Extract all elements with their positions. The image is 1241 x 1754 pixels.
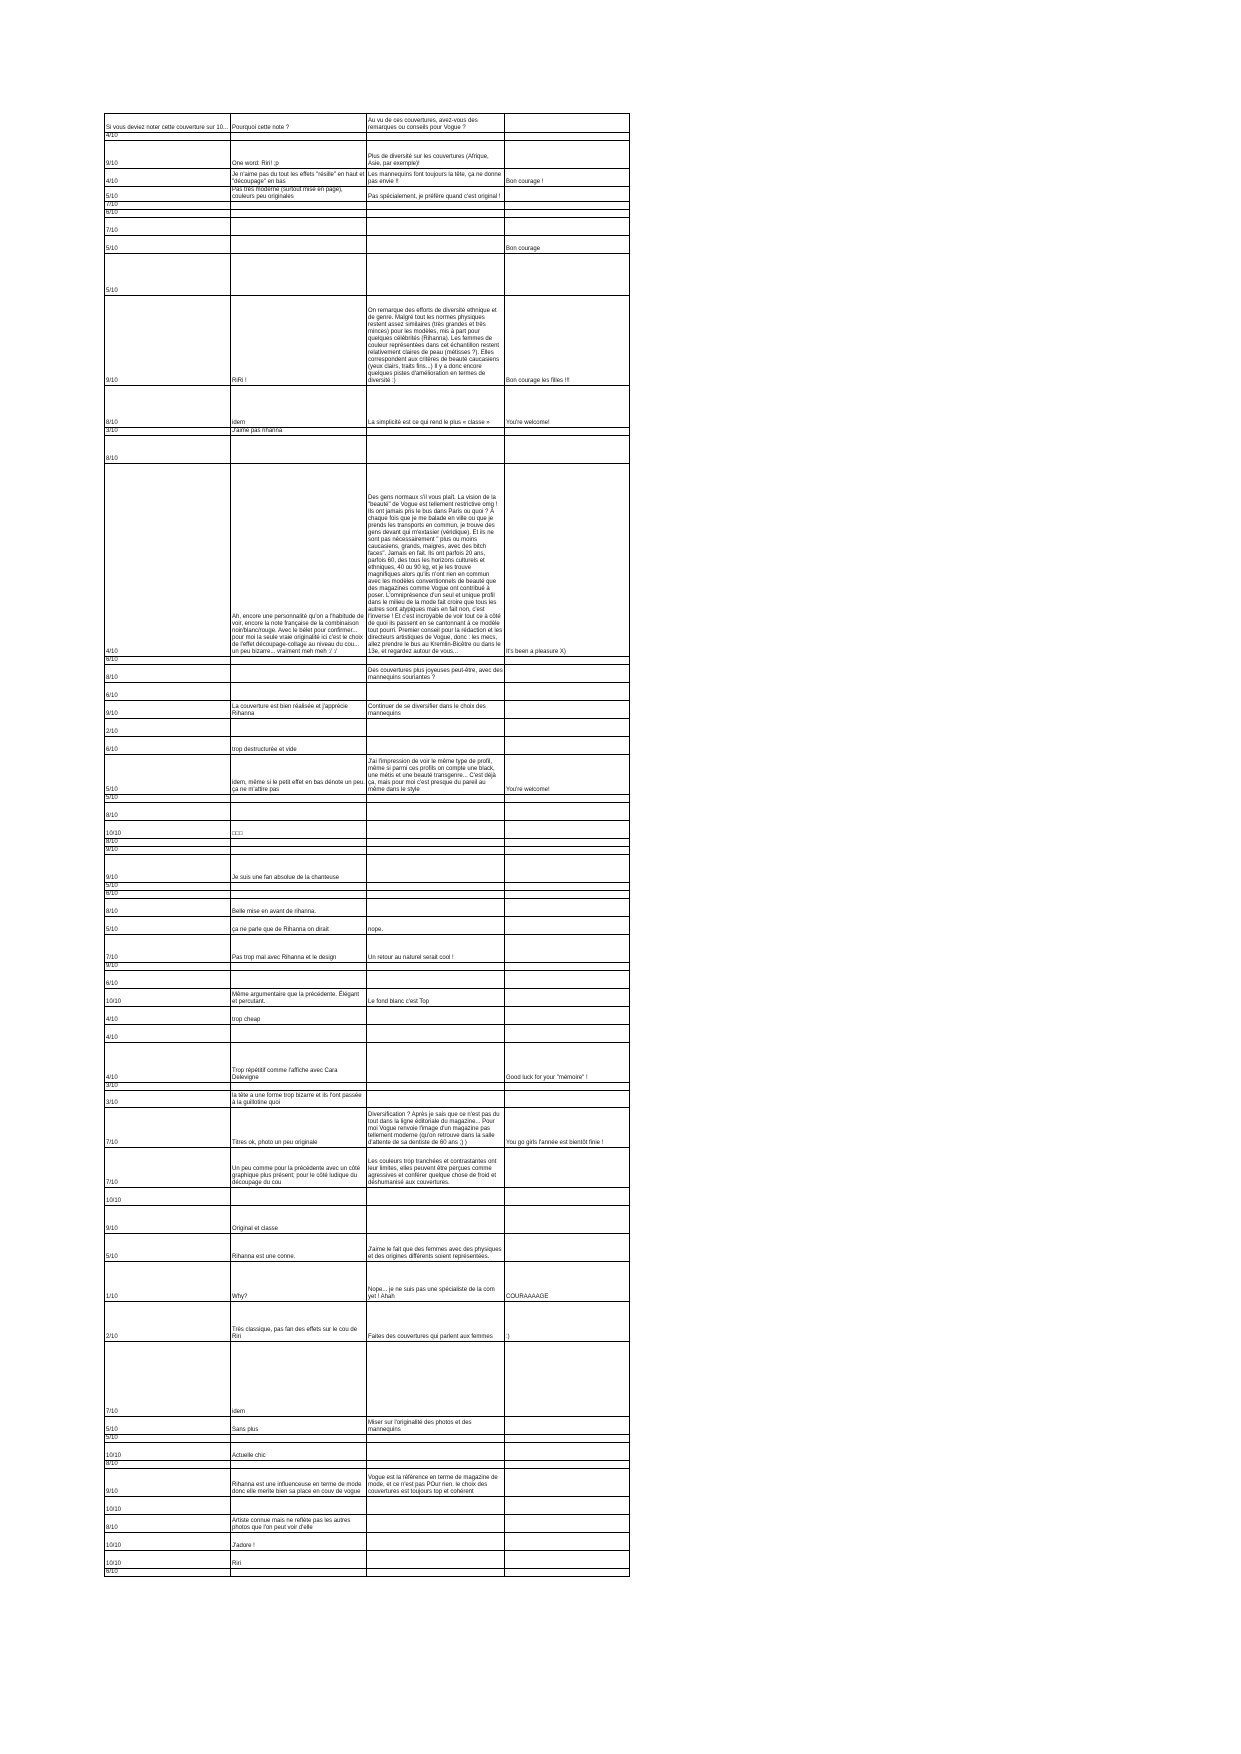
reason-cell[interactable]: idem xyxy=(231,386,367,428)
table-row xyxy=(105,1206,630,1234)
rating-cell[interactable]: 10/10 xyxy=(105,1443,231,1461)
reason-cell[interactable]: Même argumentaire que la précédente. Élégant et percutant. xyxy=(231,989,367,1007)
advice-cell[interactable] xyxy=(367,1551,505,1569)
table-row xyxy=(105,839,630,847)
extra-cell[interactable] xyxy=(505,1443,630,1461)
table-row xyxy=(105,386,630,428)
extra-cell[interactable] xyxy=(505,795,630,803)
advice-cell[interactable]: Le fond blanc c'est Top xyxy=(367,989,505,1007)
reason-cell[interactable]: idem xyxy=(231,1342,367,1417)
reason-cell[interactable]: Artiste connue mais ne reflète pas les autres photos que l'on peut voir d'elle xyxy=(231,1515,367,1533)
table-row xyxy=(105,464,630,657)
reason-cell[interactable]: Très classique, pas fan des effets sur le cou de Riri xyxy=(231,1302,367,1342)
rating-cell[interactable]: 7/10 xyxy=(105,202,231,210)
table-row xyxy=(105,1569,630,1577)
extra-cell[interactable] xyxy=(505,1206,630,1234)
rating-cell[interactable]: 5/10 xyxy=(105,254,231,296)
advice-cell[interactable] xyxy=(367,210,505,218)
advice-cell[interactable] xyxy=(367,891,505,899)
advice-cell[interactable] xyxy=(367,1461,505,1469)
advice-cell[interactable] xyxy=(367,795,505,803)
advice-cell[interactable] xyxy=(367,218,505,236)
reason-cell[interactable] xyxy=(231,803,367,821)
table-row xyxy=(105,1091,630,1108)
table-row xyxy=(105,1417,630,1435)
advice-cell[interactable]: Pas spécialement, je préfère quand c'est original ! xyxy=(367,187,505,202)
advice-cell[interactable]: Des gens normaux s'il vous plaît. La vision de la "beauté" de Vogue est tellement restrictive omg ! Ils ont jamais pris le bus dans Paris ou quoi ? À chaque fois que je me balade en ville ou que je prends les transports en commun, je trouve des gens devant qui m'extasier (véridique). Et ils ne sont pas nécessairement " plus ou moins caucasiens, grands, maigres, avec des bitch faces". Jamais en fait. Ils ont parfois 20 ans, parfois 60, des tous les horizons culturels et ethniques, 40 ou 90 kg, et je les trouve magnifiques alors qu'ils n'ont rien en commun avec les modèles conventionnels de beauté que des magazines comme Vogue ont contribué à poser. L'omniprésence d'un seul et unique profil dans le milieu de la mode fait croire que tous les autres sont atypiques mais en fait non, c'est l'inverse ! Et c'est incroyable de voir tout ce à côté de quoi ils passent en se cantonnant à ce modèle tout pourri. Premier conseil pour la rédaction et les directeurs artistiques de Vogue, donc : les mecs, allez prendre le bus au Kremlin-Bicêtre ou dans le 13e, et regardez autour de vous... xyxy=(367,464,505,657)
extra-cell[interactable] xyxy=(505,683,630,701)
advice-cell[interactable] xyxy=(367,963,505,971)
extra-cell[interactable] xyxy=(505,963,630,971)
extra-cell[interactable] xyxy=(505,202,630,210)
rating-cell[interactable]: 4/10 xyxy=(105,169,231,187)
extra-cell[interactable] xyxy=(505,1007,630,1025)
header-cell-rating[interactable]: Si vous deviez noter cette couverture sur 10... xyxy=(105,114,231,133)
reason-cell[interactable] xyxy=(231,847,367,855)
rating-cell[interactable]: 10/10 xyxy=(105,1551,231,1569)
extra-cell[interactable] xyxy=(505,1083,630,1091)
advice-cell[interactable] xyxy=(367,1025,505,1043)
table-row xyxy=(105,1148,630,1188)
rating-cell[interactable]: 5/10 xyxy=(105,236,231,254)
table-row xyxy=(105,296,630,386)
extra-cell[interactable] xyxy=(505,1469,630,1497)
reason-cell[interactable]: idem, même si le petit effet en bas dénote un peu. ça ne m'attire pas xyxy=(231,755,367,795)
advice-cell[interactable] xyxy=(367,436,505,464)
table-row xyxy=(105,883,630,891)
extra-cell[interactable] xyxy=(505,821,630,839)
extra-cell[interactable] xyxy=(505,935,630,963)
advice-cell[interactable]: La simplicité est ce qui rend le plus « classe » xyxy=(367,386,505,428)
rating-cell[interactable]: 9/10 xyxy=(105,701,231,719)
table-row xyxy=(105,1108,630,1148)
reason-cell[interactable]: Titres ok, photo un peu originale xyxy=(231,1108,367,1148)
rating-cell[interactable]: 2/10 xyxy=(105,1302,231,1342)
advice-cell[interactable] xyxy=(367,1569,505,1577)
table-row xyxy=(105,169,630,187)
rating-cell[interactable]: 8/10 xyxy=(105,386,231,428)
rating-cell[interactable]: 5/10 xyxy=(105,917,231,935)
advice-cell[interactable]: nope. xyxy=(367,917,505,935)
rating-cell[interactable]: 1/10 xyxy=(105,1262,231,1302)
table-row xyxy=(105,1302,630,1342)
reason-cell[interactable] xyxy=(231,665,367,683)
advice-cell[interactable]: Nope... je ne suis pas une spécialiste de la com yet ! Ahah xyxy=(367,1262,505,1302)
rating-cell[interactable]: 10/10 xyxy=(105,989,231,1007)
rating-cell[interactable]: 6/10 xyxy=(105,1569,231,1577)
rating-cell[interactable]: 3/10 xyxy=(105,1091,231,1108)
advice-cell[interactable] xyxy=(367,428,505,436)
advice-cell[interactable]: Plus de diversité sur les couvertures (Afrique, Asie, par exemple)! xyxy=(367,141,505,169)
extra-cell[interactable]: :) xyxy=(505,1302,630,1342)
rating-cell[interactable]: 5/10 xyxy=(105,1234,231,1262)
table-row xyxy=(105,1497,630,1515)
extra-cell[interactable] xyxy=(505,1025,630,1043)
table-row xyxy=(105,755,630,795)
table-row xyxy=(105,963,630,971)
extra-cell[interactable] xyxy=(505,891,630,899)
advice-cell[interactable] xyxy=(367,1443,505,1461)
rating-cell[interactable]: 8/10 xyxy=(105,899,231,917)
extra-cell[interactable] xyxy=(505,1188,630,1206)
extra-cell[interactable] xyxy=(505,1569,630,1577)
advice-cell[interactable] xyxy=(367,1043,505,1083)
rating-cell[interactable]: 7/10 xyxy=(105,1108,231,1148)
reason-cell[interactable]: One word: Riri! ;p xyxy=(231,141,367,169)
advice-cell[interactable] xyxy=(367,1435,505,1443)
extra-cell[interactable] xyxy=(505,855,630,883)
extra-cell[interactable] xyxy=(505,899,630,917)
reason-cell[interactable]: La couverture est bien réalisée et j'apprécie Rihanna xyxy=(231,701,367,719)
extra-cell[interactable] xyxy=(505,1234,630,1262)
reason-cell[interactable]: Un peu comme pour la précédente avec un côté graphique plus présent; pour le côté ludique du découpage du cou xyxy=(231,1148,367,1188)
rating-cell[interactable]: 5/10 xyxy=(105,1417,231,1435)
extra-cell[interactable] xyxy=(505,187,630,202)
reason-cell[interactable] xyxy=(231,963,367,971)
rating-cell[interactable]: 5/10 xyxy=(105,755,231,795)
advice-cell[interactable]: J'ai l'impression de voir le même type de profil, même si parmi ces profils on compte une black, une métis et une beauté transgenre... C'est déjà ça, mais pour moi c'est presque du pareil au même dans le style xyxy=(367,755,505,795)
table-row xyxy=(105,1262,630,1302)
advice-cell[interactable]: Miser sur l'originalité des photos et des mannequins xyxy=(367,1417,505,1435)
header-cell-extra[interactable] xyxy=(505,114,630,133)
reason-cell[interactable] xyxy=(231,1188,367,1206)
extra-cell[interactable] xyxy=(505,141,630,169)
extra-cell[interactable]: You're welcome! xyxy=(505,386,630,428)
rating-cell[interactable]: 9/10 xyxy=(105,1206,231,1234)
extra-cell[interactable] xyxy=(505,1533,630,1551)
rating-cell[interactable]: 5/10 xyxy=(105,1435,231,1443)
extra-cell[interactable] xyxy=(505,989,630,1007)
reason-cell[interactable] xyxy=(231,210,367,218)
table-row xyxy=(105,737,630,755)
table-row xyxy=(105,141,630,169)
advice-cell[interactable] xyxy=(367,1497,505,1515)
extra-cell[interactable]: COURAAAAGE xyxy=(505,1262,630,1302)
table-row xyxy=(105,236,630,254)
table-row xyxy=(105,218,630,236)
advice-cell[interactable] xyxy=(367,1007,505,1025)
header-row xyxy=(105,114,630,133)
reason-cell[interactable] xyxy=(231,971,367,989)
rating-cell[interactable]: 9/10 xyxy=(105,1469,231,1497)
table-row xyxy=(105,436,630,464)
reason-cell[interactable]: RiRi ! xyxy=(231,296,367,386)
rating-cell[interactable]: 6/10 xyxy=(105,971,231,989)
extra-cell[interactable] xyxy=(505,428,630,436)
advice-cell[interactable] xyxy=(367,839,505,847)
rating-cell[interactable]: 4/10 xyxy=(105,1007,231,1025)
rating-cell[interactable]: 6/10 xyxy=(105,737,231,755)
reason-cell[interactable]: J'adore ! xyxy=(231,1533,367,1551)
advice-cell[interactable] xyxy=(367,1206,505,1234)
reason-cell[interactable] xyxy=(231,891,367,899)
advice-cell[interactable]: Continuer de se diversifier dans le choix des mannequins xyxy=(367,701,505,719)
reason-cell[interactable] xyxy=(231,883,367,891)
reason-cell[interactable] xyxy=(231,1569,367,1577)
advice-cell[interactable]: Un retour au naturel serait cool ! xyxy=(367,935,505,963)
table-row xyxy=(105,1083,630,1091)
advice-cell[interactable] xyxy=(367,719,505,737)
table-row xyxy=(105,1007,630,1025)
extra-cell[interactable] xyxy=(505,971,630,989)
table-row xyxy=(105,821,630,839)
reason-cell[interactable]: Trop répétitif comme l'affiche avec Cara Delevigne xyxy=(231,1043,367,1083)
advice-cell[interactable]: Les couleurs trop tranchées et contrastantes ont leur limites, elles peuvent être perçues comme agressives et conférer quelque chose de froid et déshumanisé aux couvertures. xyxy=(367,1148,505,1188)
advice-cell[interactable] xyxy=(367,899,505,917)
table-row xyxy=(105,1469,630,1497)
rating-cell[interactable]: 4/10 xyxy=(105,1043,231,1083)
rating-cell[interactable]: 5/10 xyxy=(105,883,231,891)
extra-cell[interactable] xyxy=(505,1461,630,1469)
reason-cell[interactable]: trop cheap xyxy=(231,1007,367,1025)
rating-cell[interactable]: 7/10 xyxy=(105,218,231,236)
advice-cell[interactable] xyxy=(367,657,505,665)
extra-cell[interactable]: Bon courage les filles !!! xyxy=(505,296,630,386)
table-row xyxy=(105,971,630,989)
rating-cell[interactable]: 9/10 xyxy=(105,855,231,883)
advice-cell[interactable]: J'aime le fait que des femmes avec des physiques et des origines différents soient représentées. xyxy=(367,1234,505,1262)
reason-cell[interactable]: Original et classe xyxy=(231,1206,367,1234)
advice-cell[interactable] xyxy=(367,1091,505,1108)
rating-cell[interactable]: 8/10 xyxy=(105,436,231,464)
reason-cell[interactable]: Riri xyxy=(231,1551,367,1569)
reason-cell[interactable]: Ah, encore une personnalité qu'on a l'habitude de voir, encore la note française de la combinaison noir/blanc/rouge. Avec le bélet pour confirmer... pour moi la seule vraie originalité ici c'est le choix de l'effet découpage-collage au niveau du cou... un peu bizarre... vraiment meh meh :/ :/ xyxy=(231,464,367,657)
table-row xyxy=(105,935,630,963)
extra-cell[interactable] xyxy=(505,1435,630,1443)
table-row xyxy=(105,1551,630,1569)
reason-cell[interactable]: Belle mise en avant de rihanna. xyxy=(231,899,367,917)
rating-cell[interactable]: 9/10 xyxy=(105,847,231,855)
table-row xyxy=(105,187,630,202)
extra-cell[interactable] xyxy=(505,657,630,665)
table-row xyxy=(105,795,630,803)
reason-cell[interactable]: ça ne parle que de Rihanna on dirait xyxy=(231,917,367,935)
extra-cell[interactable] xyxy=(505,1551,630,1569)
rating-cell[interactable]: 10/10 xyxy=(105,821,231,839)
advice-cell[interactable] xyxy=(367,803,505,821)
advice-cell[interactable]: Diversification ? Après je sais que ce n'est pas du tout dans la ligne éditoriale du magazine... Pour moi Vogue renvoie l'image d'un magazine pas tellement moderne (qu'on retrouve dans la salle d'attente de sa dentiste de 60 ans ;) ) xyxy=(367,1108,505,1148)
reason-cell[interactable] xyxy=(231,719,367,737)
advice-cell[interactable] xyxy=(367,855,505,883)
table-row xyxy=(105,665,630,683)
rating-cell[interactable]: 8/10 xyxy=(105,1515,231,1533)
advice-cell[interactable] xyxy=(367,133,505,141)
header-cell-advice[interactable]: Au vu de ces couvertures, avez-vous des remarques ou conseils pour Vogue ? xyxy=(367,114,505,133)
extra-cell[interactable] xyxy=(505,701,630,719)
reason-cell[interactable]: Je suis une fan absolue de la chanteuse xyxy=(231,855,367,883)
reason-cell[interactable]: Pas trop mal avec Rihanna et le design xyxy=(231,935,367,963)
rating-cell[interactable]: 4/10 xyxy=(105,133,231,141)
advice-cell[interactable] xyxy=(367,202,505,210)
rating-cell[interactable]: 9/10 xyxy=(105,963,231,971)
table-row xyxy=(105,1025,630,1043)
rating-cell[interactable]: 4/10 xyxy=(105,1025,231,1043)
rating-cell[interactable]: 8/10 xyxy=(105,665,231,683)
rating-cell[interactable]: 10/10 xyxy=(105,1533,231,1551)
rating-cell[interactable]: 3/10 xyxy=(105,428,231,436)
extra-cell[interactable]: You go girls l'année est bientôt finie ! xyxy=(505,1108,630,1148)
rating-cell[interactable]: 6/10 xyxy=(105,657,231,665)
reason-cell[interactable] xyxy=(231,795,367,803)
advice-cell[interactable] xyxy=(367,971,505,989)
extra-cell[interactable] xyxy=(505,839,630,847)
reason-cell[interactable]: J'aime pas rihanna xyxy=(231,428,367,436)
reason-cell[interactable]: Actuelle chic xyxy=(231,1443,367,1461)
rating-cell[interactable]: 8/10 xyxy=(105,1461,231,1469)
extra-cell[interactable] xyxy=(505,665,630,683)
advice-cell[interactable]: Vogue est la référence en terme de magazine de mode, et ce n'est pas POur rien. le choix des couvertures est toujours top et cohérent xyxy=(367,1469,505,1497)
extra-cell[interactable]: Bon courage ! xyxy=(505,169,630,187)
reason-cell[interactable] xyxy=(231,1461,367,1469)
rating-cell[interactable]: 5/10 xyxy=(105,187,231,202)
extra-cell[interactable] xyxy=(505,210,630,218)
reason-cell[interactable]: la tête a une forme trop bizarre et ils l'ont passée à la guillotine quoi xyxy=(231,1091,367,1108)
rating-cell[interactable]: 5/10 xyxy=(105,795,231,803)
extra-cell[interactable] xyxy=(505,1148,630,1188)
table-row xyxy=(105,1043,630,1083)
table-row xyxy=(105,1234,630,1262)
reason-cell[interactable]: □□□ xyxy=(231,821,367,839)
reason-cell[interactable] xyxy=(231,657,367,665)
table-row xyxy=(105,719,630,737)
table-row xyxy=(105,989,630,1007)
header-cell-reason[interactable]: Pourquoi cette note ? xyxy=(231,114,367,133)
reason-cell[interactable] xyxy=(231,1083,367,1091)
reason-cell[interactable] xyxy=(231,133,367,141)
table-row xyxy=(105,1188,630,1206)
reason-cell[interactable]: trop destructurée et vide xyxy=(231,737,367,755)
advice-cell[interactable] xyxy=(367,236,505,254)
rating-cell[interactable]: 8/10 xyxy=(105,803,231,821)
rating-cell[interactable]: 9/10 xyxy=(105,296,231,386)
advice-cell[interactable] xyxy=(367,1188,505,1206)
reason-cell[interactable]: Rihanna est une influenceuse en terme de mode donc elle merite bien sa place en couv de vogue xyxy=(231,1469,367,1497)
advice-cell[interactable] xyxy=(367,1515,505,1533)
rating-cell[interactable]: 3/10 xyxy=(105,1083,231,1091)
rating-cell[interactable]: 6/10 xyxy=(105,210,231,218)
extra-cell[interactable] xyxy=(505,847,630,855)
reason-cell[interactable] xyxy=(231,218,367,236)
rating-cell[interactable]: 7/10 xyxy=(105,935,231,963)
extra-cell[interactable] xyxy=(505,719,630,737)
reason-cell[interactable] xyxy=(231,683,367,701)
extra-cell[interactable] xyxy=(505,436,630,464)
advice-cell[interactable] xyxy=(367,737,505,755)
extra-cell[interactable] xyxy=(505,1497,630,1515)
reason-cell[interactable]: Sans plus xyxy=(231,1417,367,1435)
rating-cell[interactable]: 6/10 xyxy=(105,891,231,899)
table-row xyxy=(105,428,630,436)
advice-cell[interactable] xyxy=(367,847,505,855)
extra-cell[interactable] xyxy=(505,917,630,935)
extra-cell[interactable] xyxy=(505,254,630,296)
advice-cell[interactable] xyxy=(367,1083,505,1091)
advice-cell[interactable] xyxy=(367,683,505,701)
table-row xyxy=(105,1461,630,1469)
extra-cell[interactable] xyxy=(505,1417,630,1435)
table-row xyxy=(105,855,630,883)
table-row xyxy=(105,1533,630,1551)
reason-cell[interactable]: Pas très moderne (surtout mise en page), couleurs peu originales xyxy=(231,187,367,202)
advice-cell[interactable] xyxy=(367,821,505,839)
table-row xyxy=(105,254,630,296)
rating-cell[interactable]: 2/10 xyxy=(105,719,231,737)
reason-cell[interactable]: Rihanna est une conne. xyxy=(231,1234,367,1262)
table-row xyxy=(105,683,630,701)
table-row xyxy=(105,701,630,719)
advice-cell[interactable] xyxy=(367,1342,505,1417)
extra-cell[interactable] xyxy=(505,1342,630,1417)
reason-cell[interactable] xyxy=(231,254,367,296)
reason-cell[interactable] xyxy=(231,202,367,210)
reason-cell[interactable] xyxy=(231,436,367,464)
table-row xyxy=(105,202,630,210)
table-row xyxy=(105,1515,630,1533)
reason-cell[interactable]: Why? xyxy=(231,1262,367,1302)
extra-cell[interactable] xyxy=(505,737,630,755)
advice-cell[interactable]: Les mannequins font toujours la tête, ça ne donne pas envie !! xyxy=(367,169,505,187)
reason-cell[interactable]: Je n'aime pas du tout les effets "résille" en haut et "découpage" en bas xyxy=(231,169,367,187)
rating-cell[interactable]: 10/10 xyxy=(105,1497,231,1515)
table-row xyxy=(105,1435,630,1443)
advice-cell[interactable]: On remarque des efforts de diversité ethnique et de genre. Malgré tout les normes physiques restent assez similaires (très grandes et très minces) pour les modèles, mis à part pour quelques célébrités (Rihanna). Les femmes de couleur représentées dans cet échantillon restent relativement claires de peau (métisses ?). Elles correspondent aux critères de beauté caucasiens (yeux clairs, traits fins...) Il y a donc encore quelques pistes d'amélioration en termes de diversité :) xyxy=(367,296,505,386)
table-row xyxy=(105,917,630,935)
extra-cell[interactable]: You're welcome! xyxy=(505,755,630,795)
advice-cell[interactable] xyxy=(367,254,505,296)
table-row xyxy=(105,133,630,141)
extra-cell[interactable] xyxy=(505,133,630,141)
advice-cell[interactable] xyxy=(367,1533,505,1551)
table-row xyxy=(105,1443,630,1461)
table-row xyxy=(105,847,630,855)
rating-cell[interactable]: 10/10 xyxy=(105,1188,231,1206)
survey-spreadsheet xyxy=(104,113,630,1577)
reason-cell[interactable] xyxy=(231,1497,367,1515)
extra-cell[interactable]: Good luck for your "mémoire" ! xyxy=(505,1043,630,1083)
advice-cell[interactable]: Faites des couvertures qui parlent aux femmes xyxy=(367,1302,505,1342)
reason-cell[interactable] xyxy=(231,839,367,847)
reason-cell[interactable] xyxy=(231,236,367,254)
rating-cell[interactable]: 9/10 xyxy=(105,141,231,169)
advice-cell[interactable]: Des couvertures plus joyeuses peut-être, avec des mannequins souriantes ? xyxy=(367,665,505,683)
rating-cell[interactable]: 4/10 xyxy=(105,464,231,657)
table-row xyxy=(105,891,630,899)
extra-cell[interactable] xyxy=(505,1515,630,1533)
extra-cell[interactable]: Bon courage xyxy=(505,236,630,254)
extra-cell[interactable]: It's been a pleasure X) xyxy=(505,464,630,657)
table-row xyxy=(105,1342,630,1417)
extra-cell[interactable] xyxy=(505,1091,630,1108)
extra-cell[interactable] xyxy=(505,883,630,891)
rating-cell[interactable]: 7/10 xyxy=(105,1148,231,1188)
advice-cell[interactable] xyxy=(367,883,505,891)
reason-cell[interactable] xyxy=(231,1435,367,1443)
table-row xyxy=(105,803,630,821)
rating-cell[interactable]: 8/10 xyxy=(105,839,231,847)
extra-cell[interactable] xyxy=(505,218,630,236)
table-row xyxy=(105,657,630,665)
table-row xyxy=(105,899,630,917)
reason-cell[interactable] xyxy=(231,1025,367,1043)
rating-cell[interactable]: 7/10 xyxy=(105,1342,231,1417)
table-row xyxy=(105,210,630,218)
extra-cell[interactable] xyxy=(505,803,630,821)
rating-cell[interactable]: 6/10 xyxy=(105,683,231,701)
